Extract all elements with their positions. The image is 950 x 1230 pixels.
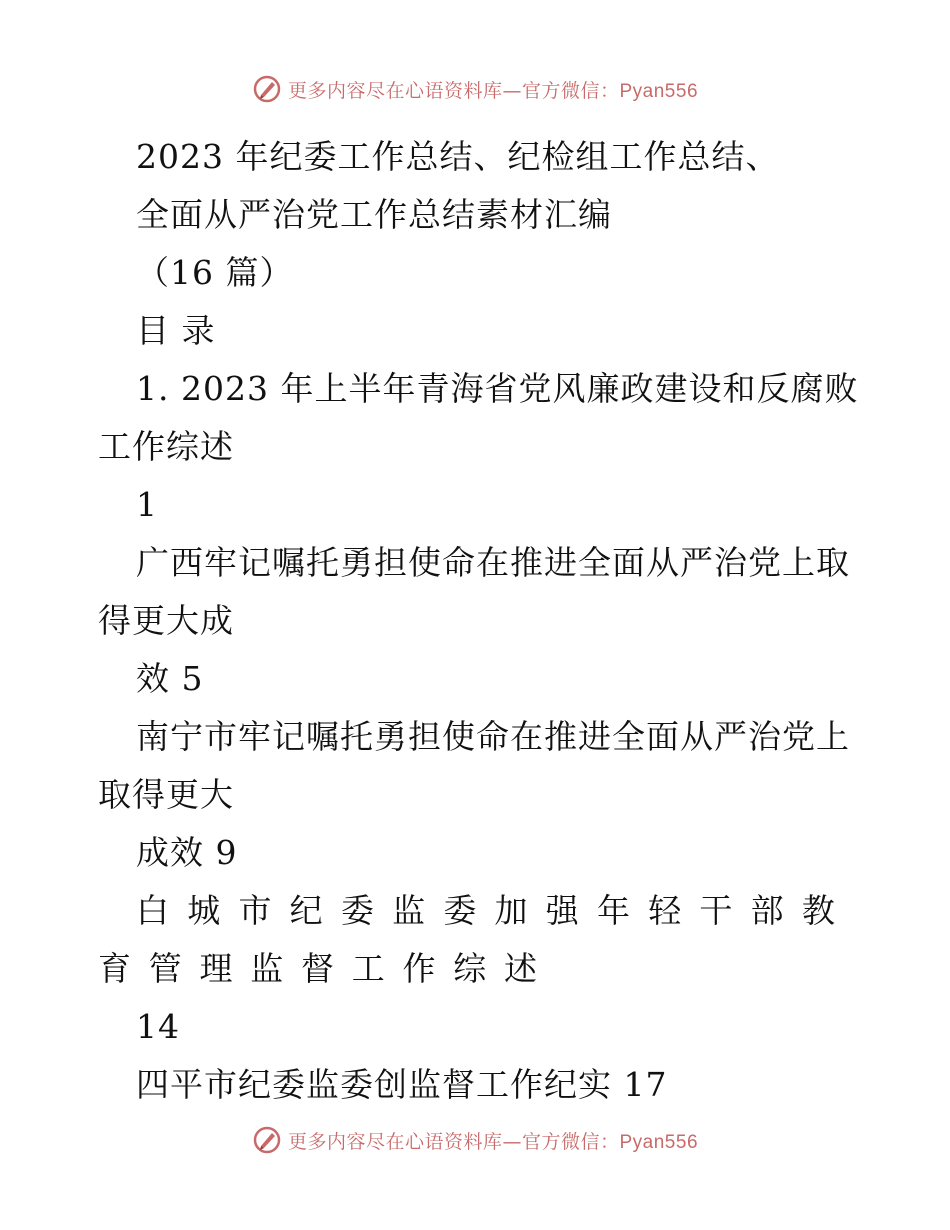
pen-circle-icon (252, 74, 282, 104)
toc-entry-4-line-1: 白 城 市 纪 委 监 委 加 强 年 轻 干 部 教 (136, 891, 836, 930)
toc-entry-2-line-1: 广西牢记嘱托勇担使命在推进全面从严治党上取 (136, 543, 850, 582)
watermark-text: 更多内容尽在心语资料库—官方微信：Pyan556 (287, 79, 699, 102)
doc-title-line-1: 2023 年纪委工作总结、纪检组工作总结、 (136, 137, 780, 176)
footer-watermark (0, 1123, 950, 1157)
toc-entry-4-line-2: 育 管 理 监 督 工 作 综 述 (98, 949, 538, 988)
watermark-text: 更多内容尽在心语资料库—官方微信：Pyan556 (287, 1130, 699, 1153)
header-watermark (0, 72, 950, 106)
toc-entry-3-line-1: 南宁市牢记嘱托勇担使命在推进全面从严治党上 (136, 717, 850, 756)
toc-entry-1-page: 1 (136, 485, 158, 524)
document-body (98, 128, 858, 1114)
toc-entry-4-page: 14 (136, 1007, 180, 1046)
doc-title-line-2: 全面从严治党工作总结素材汇编 (136, 195, 612, 234)
toc-entry-2-page: 效 5 (136, 659, 204, 698)
pen-circle-icon (252, 1125, 282, 1155)
toc-entry-3-page: 成效 9 (136, 833, 238, 872)
toc-entry-2-line-2: 得更大成 (98, 601, 234, 640)
doc-title-count: （16 篇） (136, 253, 294, 292)
toc-entry-1-line-2: 工作综述 (98, 427, 234, 466)
toc-entry-3-line-2: 取得更大 (98, 775, 234, 814)
toc-entry-5-line-1: 四平市纪委监委创监督工作纪实 17 (136, 1065, 668, 1104)
toc-heading: 目 录 (136, 311, 216, 350)
toc-entry-1-line-1: 1. 2023 年上半年青海省党风廉政建设和反腐败 (136, 369, 859, 408)
